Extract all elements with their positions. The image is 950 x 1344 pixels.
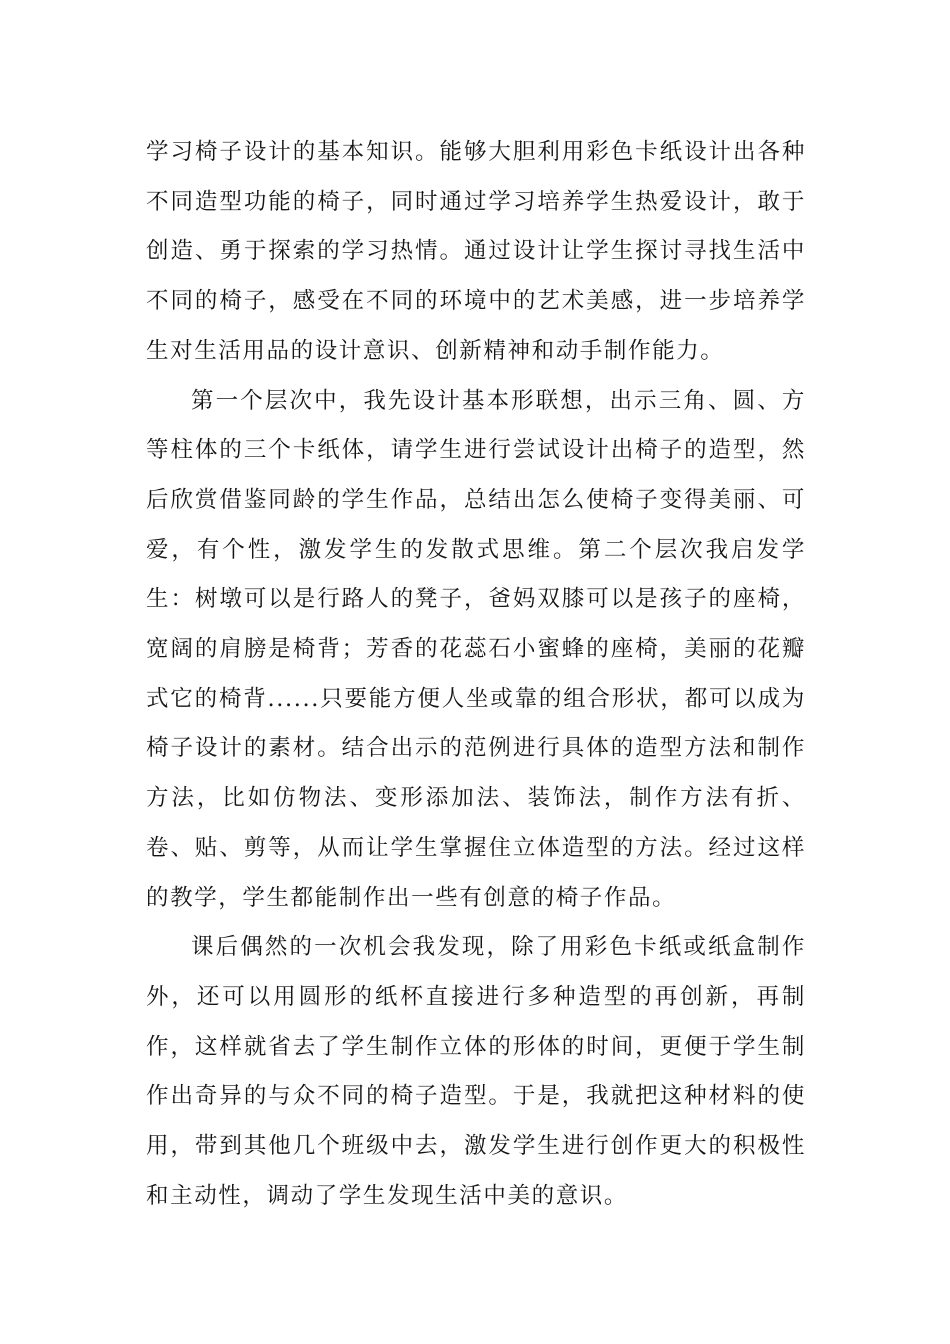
document-body (146, 128, 806, 1221)
paragraph-first-level: 第一个层次中，我先设计基本形联想，出示三角、圆、方等柱体的三个卡纸体，请学生进行尝试设计出椅子的造型，然后欣赏借鉴同龄的学生作品，总结出怎么使椅子变得美丽、可爱，有个性，激发学生的发散式思维。第二个层次我启发学生：树墩可以是行路人的凳子，爸妈双膝可以是孩子的座椅，宽阔的肩膀是椅背；芳香的花蕊石小蜜蜂的座椅，美丽的花瓣式它的椅背......只要能方便人坐或靠的组合形状，都可以成为椅子设计的素材。结合出示的范例进行具体的造型方法和制作方法，比如仿物法、变形添加法、装饰法，制作方法有折、卷、贴、剪等，从而让学生掌握住立体造型的方法。经过这样的教学，学生都能制作出一些有创意的椅子作品。 (146, 387, 806, 911)
paragraph-continued: 学习椅子设计的基本知识。能够大胆利用彩色卡纸设计出各种不同造型功能的椅子，同时通过学习培养学生热爱设计，敢于创造、勇于探索的学习热情。通过设计让学生探讨寻找生活中不同的椅子，感受在不同的环境中的艺术美感，进一步培养学生对生活用品的设计意识、创新精神和动手制作能力。 (146, 139, 806, 364)
paragraph-after-class: 课后偶然的一次机会我发现，除了用彩色卡纸或纸盒制作外，还可以用圆形的纸杯直接进行多种造型的再创新，再制作，这样就省去了学生制作立体的形体的时间，更便于学生制作出奇异的与众不同的椅子造型。于是，我就把这种材料的使用，带到其他几个班级中去，激发学生进行创作更大的积极性和主动性，调动了学生发现生活中美的意识。 (146, 934, 806, 1209)
